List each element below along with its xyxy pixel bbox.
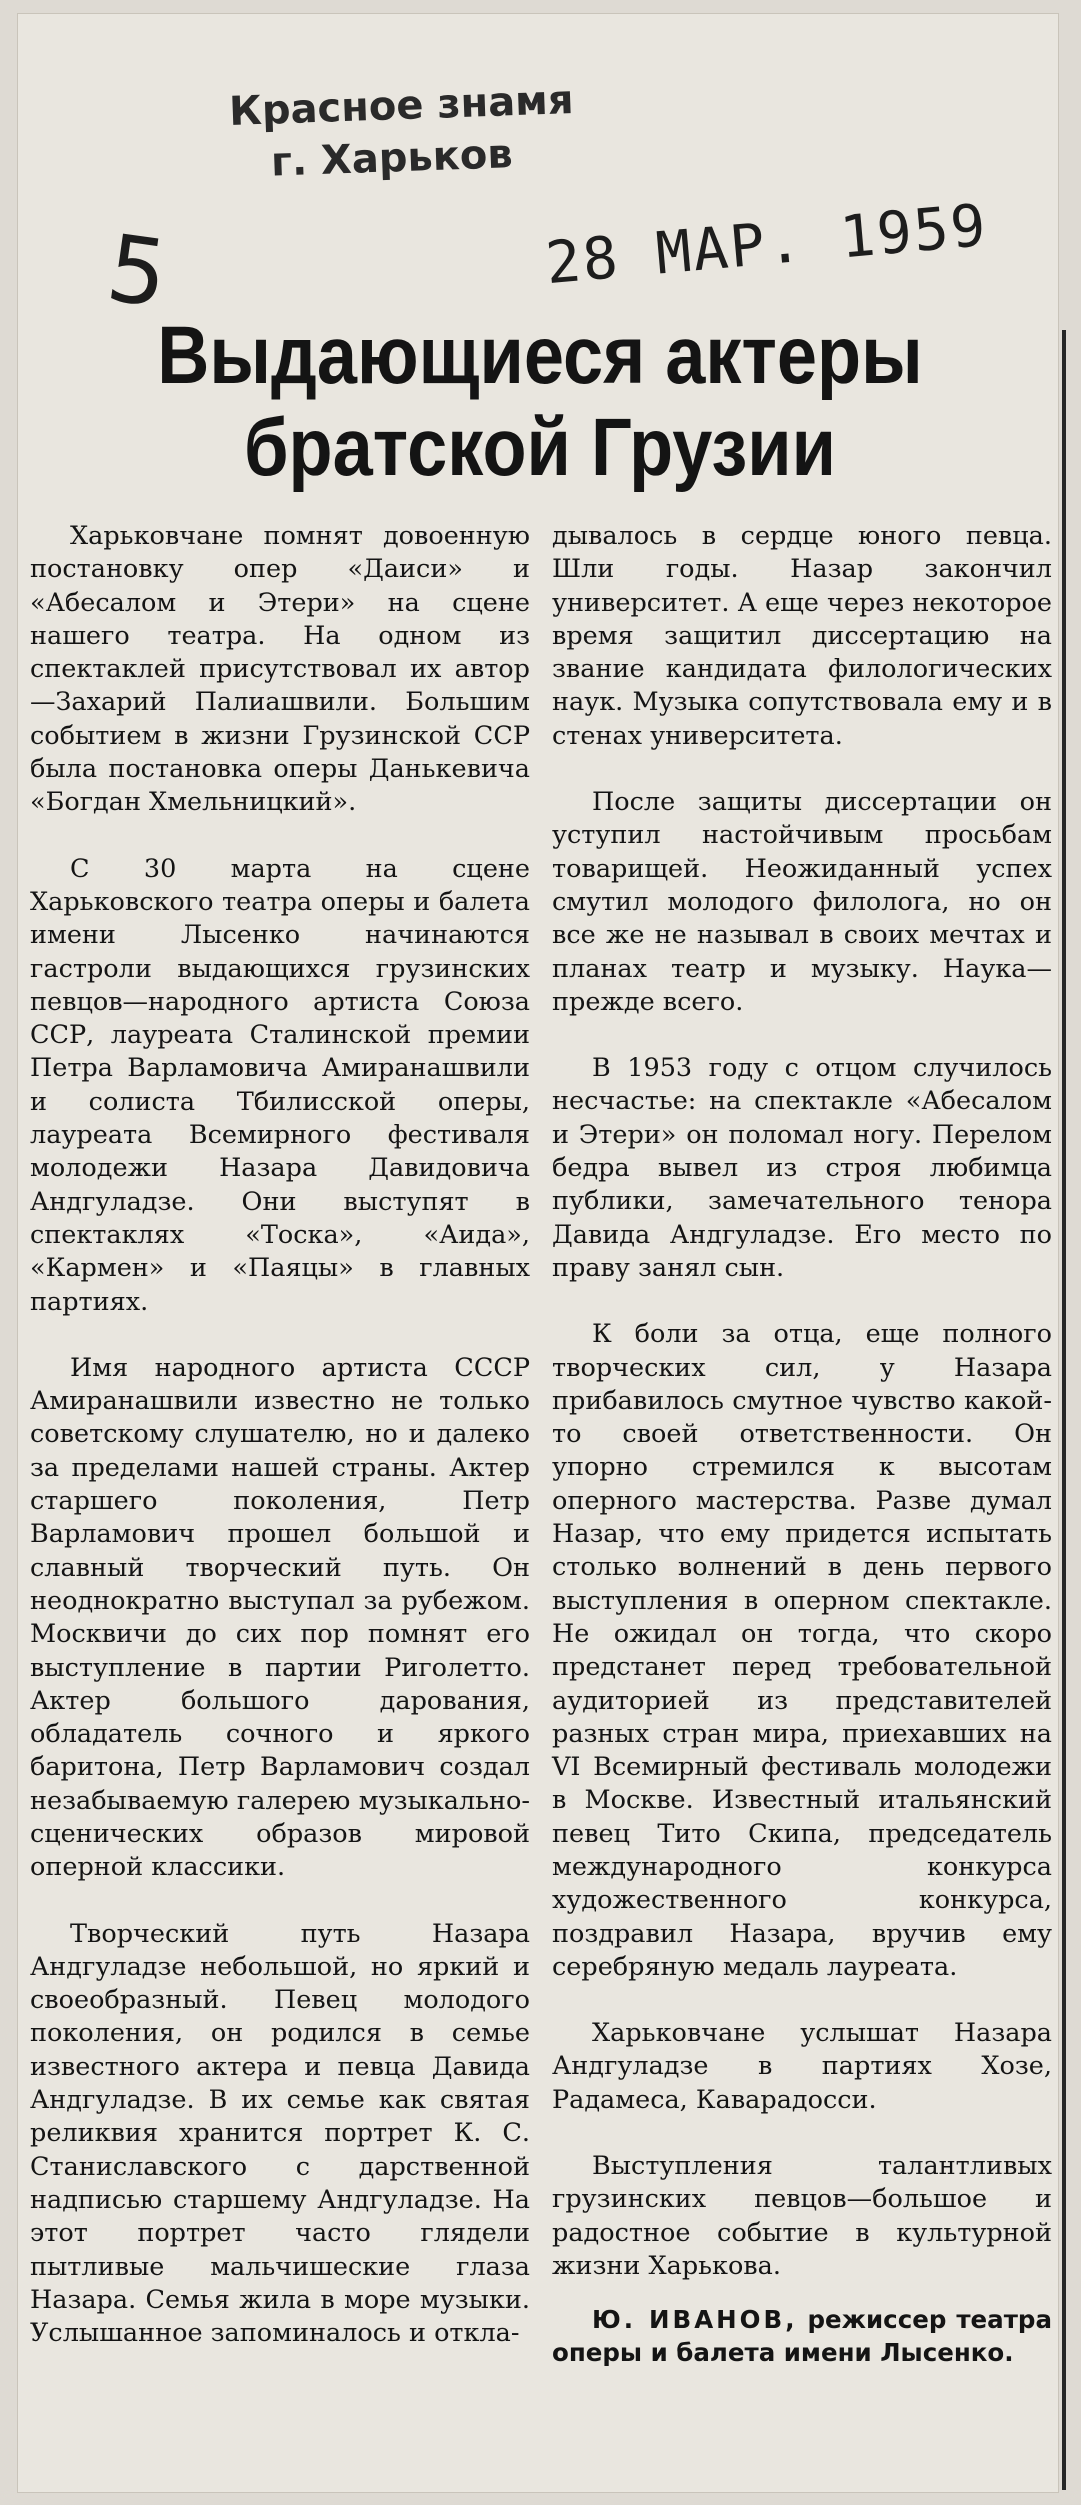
article-paragraph: Выступления талантливых грузинских певцов—большое и радостное событие в культурной жизни Харькова. (552, 2151, 1052, 2281)
stamp-line-newspaper: Красное знамя (228, 77, 575, 136)
article-column-right (552, 520, 1052, 2369)
stamp-line-city: г. Харьков (270, 131, 514, 186)
author-name: Ю. ИВАНОВ, (592, 2305, 798, 2335)
article-paragraph: С 30 марта на сцене Харьковского театра оперы и балета имени Лысенко начинаются гастроли выдающихся грузинских певцов—народного артиста Союза ССР, лауреата Сталинской премии Петра Варламовича Амиранашвили и солиста Тбилисской оперы, лауреата Всемирного фестиваля молодежи Назара Давидовича Андгуладзе. Они выступят в спектаклях «Тоска», «Аида», «Кармен» и «Паяцы» в главных партиях. (30, 853, 530, 1317)
handwritten-date: 28 МАР. 1959 (542, 190, 991, 298)
article-column-left (30, 520, 530, 2350)
article-headline (100, 310, 980, 494)
article-paragraph: Харьковчане услышат Назара Андгуладзе в партиях Хозе, Радамеса, Каварадосси. (552, 2018, 1052, 2115)
column-rule (1062, 330, 1066, 2490)
article-paragraph: После защиты диссертации он уступил настойчивым просьбам товарищей. Неожиданный успех смутил молодого филолога, но он все же не называл в своих мечтах и планах театр и музыку. Наука—прежде всего. (552, 787, 1052, 1017)
headline-line-1: Выдающиеся актеры (157, 310, 923, 401)
article-paragraph: Харьковчане помнят довоенную постановку опер «Даиси» и «Абесалом и Этери» на сцене нашего театра. На одном из спектаклей присутствовал их автор—Захарий Палиашвили. Большим событием в жизни Грузинской ССР была постановка оперы Данькевича «Богдан Хмельницкий». (30, 521, 530, 818)
author-signature (552, 2303, 1052, 2369)
author-role: режиссер театра оперы и балета имени Лысенко. (552, 2305, 1052, 2368)
handwritten-number: 5 (100, 214, 174, 329)
article-paragraph: Имя народного артиста СССР Амиранашвили известно не только советскому слушателю, но и далеко за пределами нашей страны. Актер старшего поколения, Петр Варламович прошел большой и славный творческий путь. Он неоднократно выступал за рубежом. Москвичи до сих пор помнят его выступление в партии Риголетто. Актер большого дарования, обладатель сочного и яркого баритона, Петр Варламович создал незабываемую галерею музыкально-сценических образов мировой оперной классики. (30, 1352, 530, 1883)
article-paragraph: К боли за отца, еще полного творческих сил, у Назара прибавилось смутное чувство какой-то своей ответственности. Он упорно стремился к высотам оперного мастерства. Разве думал Назар, что ему придется испытать столько волнений в день первого выступления в оперном спектакле. Не ожидал он тогда, что скоро предстанет перед требовательной аудиторией из представителей разных стран мира, приехавших на VI Всемирный фестиваль молодежи в Москве. Известный итальянский певец Тито Скипа, председатель международного конкурса художественного конкурса, поздравил Назара, вручив ему серебряную медаль лауреата. (552, 1319, 1052, 1982)
article-paragraph: дывалось в сердце юного певца. Шли годы. Назар закончил университет. А еще через некоторое время защитил диссертацию на звание кандидата филологических наук. Музыка сопутствовала ему и в стенах университета. (552, 521, 1052, 751)
newspaper-stamp (228, 74, 576, 190)
article-paragraph: Творческий путь Назара Андгуладзе небольшой, но яркий и своеобразный. Певец молодого поколения, он родился в семье известного актера и певца Давида Андгуладзе. В их семье как святая реликвия хранится портрет К. С. Станиславского с дарственной надписью старшему Андгуладзе. На этот портрет часто глядели пытливые мальчишеские глаза Назара. Семья жила в море музыки. Услышанное запоминалось и откла- (30, 1918, 530, 2349)
headline-line-2: братской Грузии (243, 402, 837, 493)
article-paragraph: В 1953 году с отцом случилось несчастье: на спектакле «Абесалом и Этери» он поломал ногу. Перелом бедра вывел из строя любимца публики, замечательного тенора Давида Андгуладзе. Его место по праву занял сын. (552, 1053, 1052, 1283)
